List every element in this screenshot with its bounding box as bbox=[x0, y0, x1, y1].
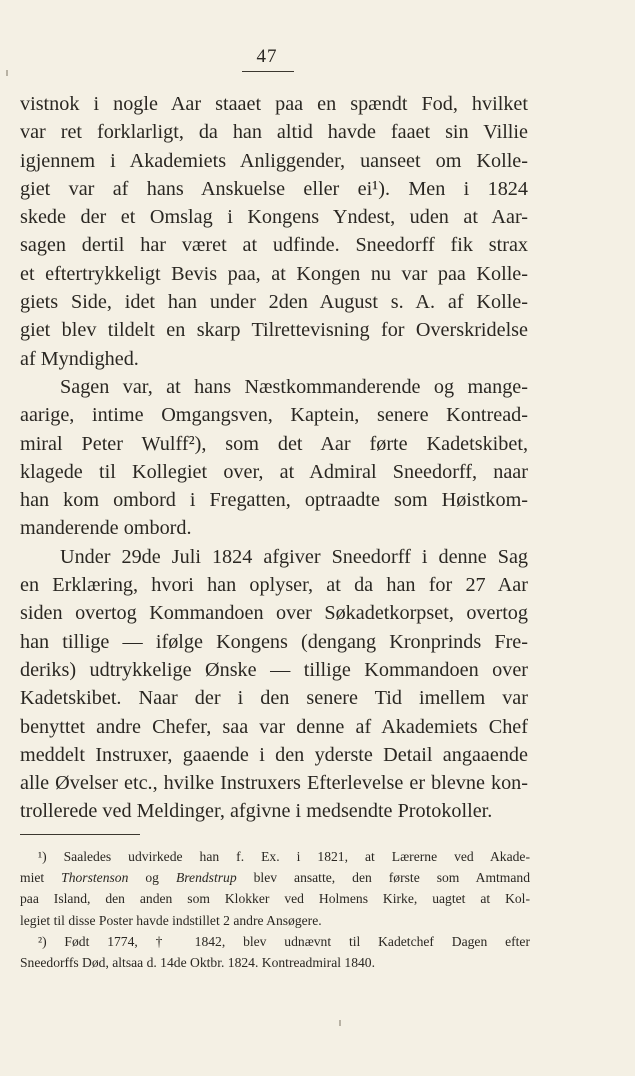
text-line: klagede til Kollegiet over, at Admiral Sneedorff, naar bbox=[20, 460, 528, 483]
footnote-2-line: ²) Født 1774, † 1842, blev udnævnt til Kadetchef Dagen efter bbox=[38, 933, 530, 949]
text-line: igjennem i Akademiets Anliggender, uanseet om Kolle- bbox=[20, 149, 528, 172]
page-number-rule bbox=[242, 71, 294, 72]
text-line: giet var af hans Anskuelse eller ei¹). Men i 1824 bbox=[20, 177, 528, 200]
text-line: skede der et Omslag i Kongens Yndest, uden at Aar- bbox=[20, 206, 528, 229]
text-line: giets Side, idet han under 2den August s. A. af Kolle- bbox=[20, 291, 528, 314]
text-line: et eftertrykkeligt Bevis paa, at Kongen nu var paa Kolle- bbox=[20, 262, 528, 285]
text-line: han tillige — ifølge Kongens (dengang Kronprinds Fre- bbox=[20, 630, 528, 653]
text-line: meddelt Instruxer, gaaende i den yderste Detail angaaende bbox=[20, 743, 528, 766]
paper-speck bbox=[339, 1020, 341, 1026]
text-line: han kom ombord i Fregatten, optraadte som Høistkom- bbox=[20, 489, 528, 512]
text-line: trollerede ved Meldinger, afgivne i medsendte Protokoller. bbox=[20, 800, 493, 823]
footnote-1-text: og bbox=[128, 870, 176, 886]
footnote-1-text: miet bbox=[20, 870, 62, 886]
text-line: sagen dertil har været at udfinde. Sneedorff fik strax bbox=[20, 234, 528, 257]
text-line: Sagen var, at hans Næstkommanderende og mange- bbox=[60, 375, 528, 398]
page-number: 47 bbox=[256, 46, 278, 67]
text-line: deriks) udtrykkelige Ønske — tillige Kommandoen over bbox=[20, 658, 528, 681]
footnote-1-text: blev ansatte, den første som Amtmand bbox=[236, 870, 530, 886]
text-line: en Erklæring, hvori han oplyser, at da han for 27 Aar bbox=[20, 574, 528, 597]
footnote-name-brendstrup: Brendstrup bbox=[175, 870, 237, 886]
footnote-1-line: ¹) Saaledes udvirkede han f. Ex. i 1821, at Lærerne ved Akade- bbox=[38, 849, 530, 864]
text-line: aarige, intime Omgangsven, Kaptein, senere Kontread- bbox=[20, 404, 528, 427]
footnote-1-line bbox=[20, 867, 530, 888]
text-line: Under 29de Juli 1824 afgiver Sneedorff i denne Sag bbox=[60, 545, 528, 568]
footnotes bbox=[20, 846, 530, 973]
body-text bbox=[20, 90, 528, 826]
text-line: af Myndighed. bbox=[20, 347, 139, 370]
text-line: miral Peter Wulff²), som det Aar førte Kadetskibet, bbox=[20, 432, 528, 455]
text-line: var ret forklarligt, da han altid havde faaet sin Villie bbox=[20, 121, 528, 144]
footnote-1-line: paa Island, den anden som Klokker ved Holmens Kirke, uagtet at Kol- bbox=[20, 891, 530, 907]
footnote-2-line: Sneedorffs Død, altsaa d. 14de Oktbr. 1824. Kontreadmiral 1840. bbox=[20, 954, 376, 970]
footnote-rule bbox=[20, 834, 140, 835]
text-line: Kadetskibet. Naar der i den senere Tid imellem var bbox=[20, 687, 528, 710]
text-line: manderende ombord. bbox=[20, 517, 192, 540]
text-line: siden overtog Kommandoen over Søkadetkorpset, overtog bbox=[20, 602, 528, 625]
text-line: alle Øvelser etc., hvilke Instruxers Efterlevelse er blevne kon- bbox=[20, 772, 528, 795]
text-line: giet blev tildelt en skarp Tilrettevisning for Overskridelse bbox=[20, 319, 528, 342]
paper-speck bbox=[6, 70, 8, 76]
footnote-1-line: legiet til disse Poster havde indstillet 2 andre Ansøgere. bbox=[20, 912, 322, 928]
text-line: benyttet andre Chefer, saa var denne af Akademiets Chef bbox=[20, 715, 528, 738]
footnote-name-thorstenson: Thorstenson bbox=[61, 870, 129, 886]
text-line: vistnok i nogle Aar staaet paa en spændt Fod, hvilket bbox=[20, 93, 528, 115]
